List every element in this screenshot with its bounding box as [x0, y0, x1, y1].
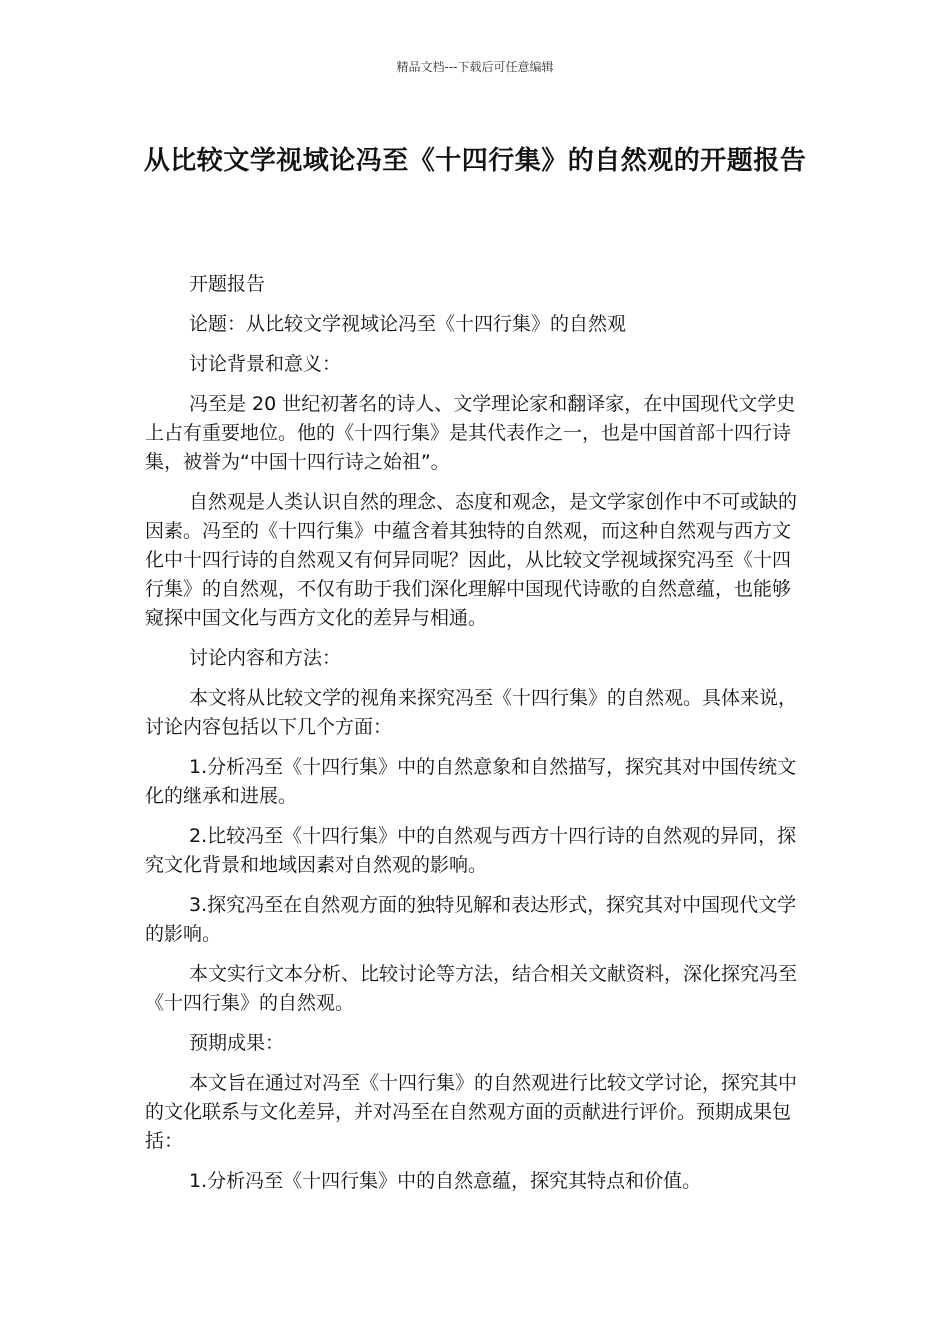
header-note: 精品文档---下载后可任意编辑 [396, 60, 554, 74]
paragraph-outcomes-intro: 本文旨在通过对冯至《十四行集》的自然观进行比较文学讨论，探究其中的文化联系与文化差异，并对冯至在自然观方面的贡献进行评价。预期成果包括： [145, 1072, 798, 1152]
paragraph-method-summary: 本文实行文本分析、比较讨论等方法，结合相关文献资料，深化探究冯至《十四行集》的自然观。 [145, 963, 798, 1014]
paragraph-background-2: 自然观是人类认识自然的理念、态度和观念，是文学家创作中不可或缺的因素。冯至的《十四行集》中蕴含着其独特的自然观，而这种自然观与西方文化中十四行诗的自然观又有何异同呢？因此，从比较文学视域探究冯至《十四行集》的自然观，不仅有助于我们深化理解中国现代诗歌的自然意蕴，也能够窥探中国文化与西方文化的差异与相通。 [145, 491, 798, 629]
paragraph-heading-method: 讨论内容和方法： [189, 647, 342, 669]
paragraph-heading-proposal: 开题报告 [189, 273, 266, 295]
paragraph-heading-outcomes: 预期成果： [189, 1032, 285, 1054]
paragraph-method-item-1: 1.分析冯至《十四行集》中的自然意象和自然描写，探究其对中国传统文化的继承和进展。 [145, 756, 797, 807]
document-title: 从比较文学视域论冯至《十四行集》的自然观的开题报告 [143, 146, 807, 176]
paragraph-outcomes-item-1: 1.分析冯至《十四行集》中的自然意蕴，探究其特点和价值。 [189, 1170, 702, 1192]
paragraph-method-item-2: 2.比较冯至《十四行集》中的自然观与西方十四行诗的自然观的异同，探究文化背景和地域因素对自然观的影响。 [145, 825, 797, 876]
paragraph-method-item-3: 3.探究冯至在自然观方面的独特见解和表达形式，探究其对中国现代文学的影响。 [145, 894, 797, 945]
paragraph-topic: 论题：从比较文学视域论冯至《十四行集》的自然观 [189, 313, 627, 335]
paragraph-background-1: 冯至是 20 世纪初著名的诗人、文学理论家和翻译家，在中国现代文学史上占有重要地位。他的《十四行集》是其代表作之一，也是中国首部十四行诗集，被誉为“中国十四行诗之始祖”。 [145, 393, 796, 473]
paragraph-method-intro: 本文将从比较文学的视角来探究冯至《十四行集》的自然观。具体来说，讨论内容包括以下几个方面： [145, 687, 798, 738]
paragraph-heading-background: 讨论背景和意义： [189, 353, 342, 375]
document-body [145, 270, 807, 1207]
